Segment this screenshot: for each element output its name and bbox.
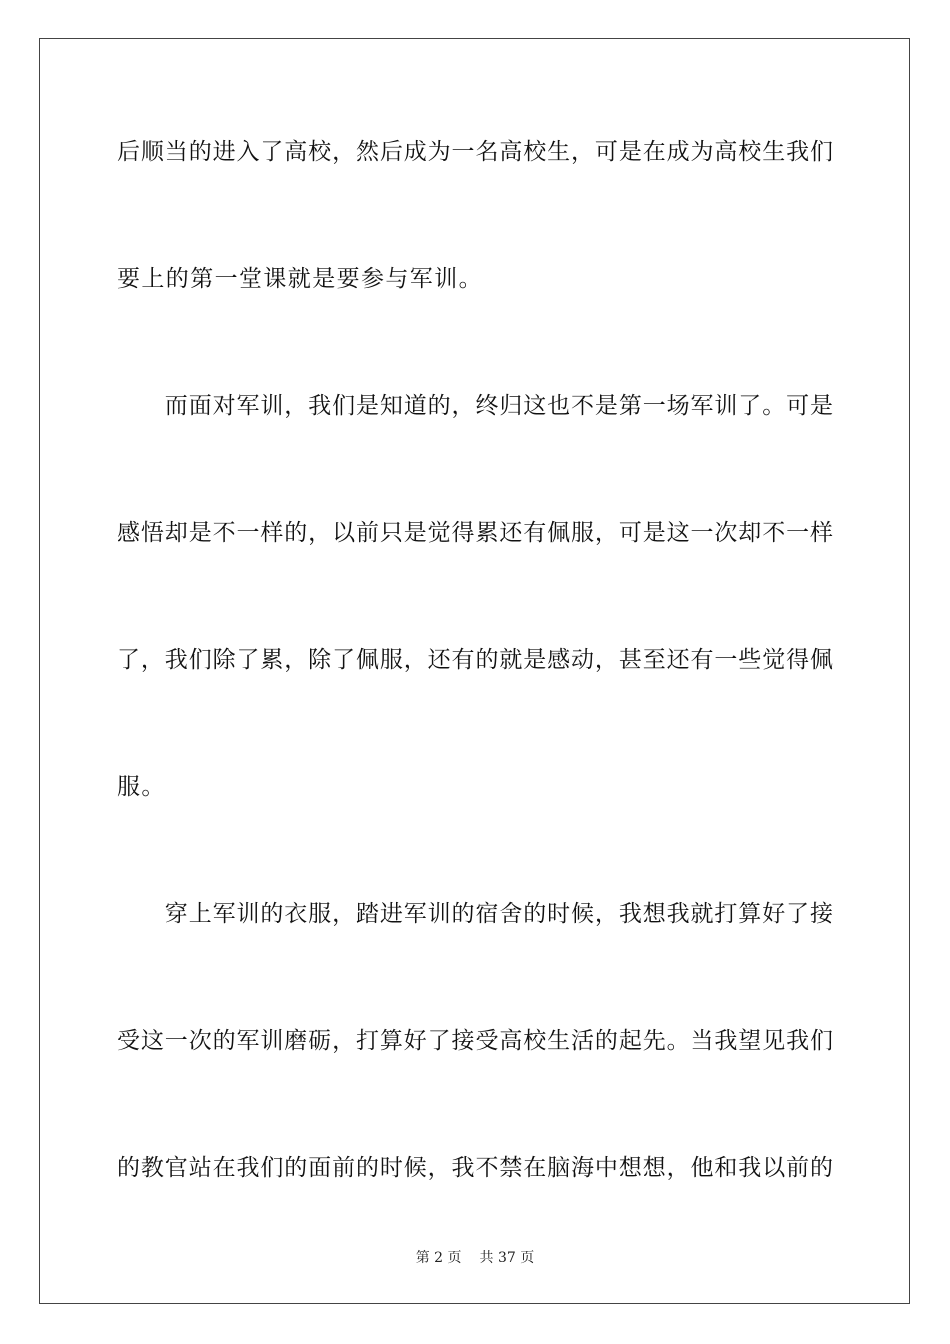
- body-text-line: 而面对军训，我们是知道的，终归这也不是第一场军训了。可是: [117, 393, 833, 419]
- body-text-line: 受这一次的军训磨砺，打算好了接受高校生活的起先。当我望见我们: [117, 1028, 833, 1054]
- body-text-line: 了，我们除了累，除了佩服，还有的就是感动，甚至还有一些觉得佩: [117, 647, 833, 673]
- body-text-line: 感悟却是不一样的，以前只是觉得累还有佩服，可是这一次却不一样: [117, 520, 833, 546]
- page-footer: [0, 1249, 950, 1267]
- page-number: 第 2 页: [415, 1250, 462, 1266]
- body-text-line: 后顺当的进入了高校，然后成为一名高校生，可是在成为高校生我们: [117, 139, 833, 165]
- body-text-line: 要上的第一堂课就是要参与军训。: [117, 266, 483, 292]
- body-text-line: 服。: [117, 774, 166, 800]
- body-text-line: 的教官站在我们的面前的时候，我不禁在脑海中想想，他和我以前的: [117, 1155, 833, 1181]
- body-text-line: 穿上军训的衣服，踏进军训的宿舍的时候，我想我就打算好了接: [117, 901, 833, 927]
- page-total: 共 37 页: [479, 1250, 535, 1266]
